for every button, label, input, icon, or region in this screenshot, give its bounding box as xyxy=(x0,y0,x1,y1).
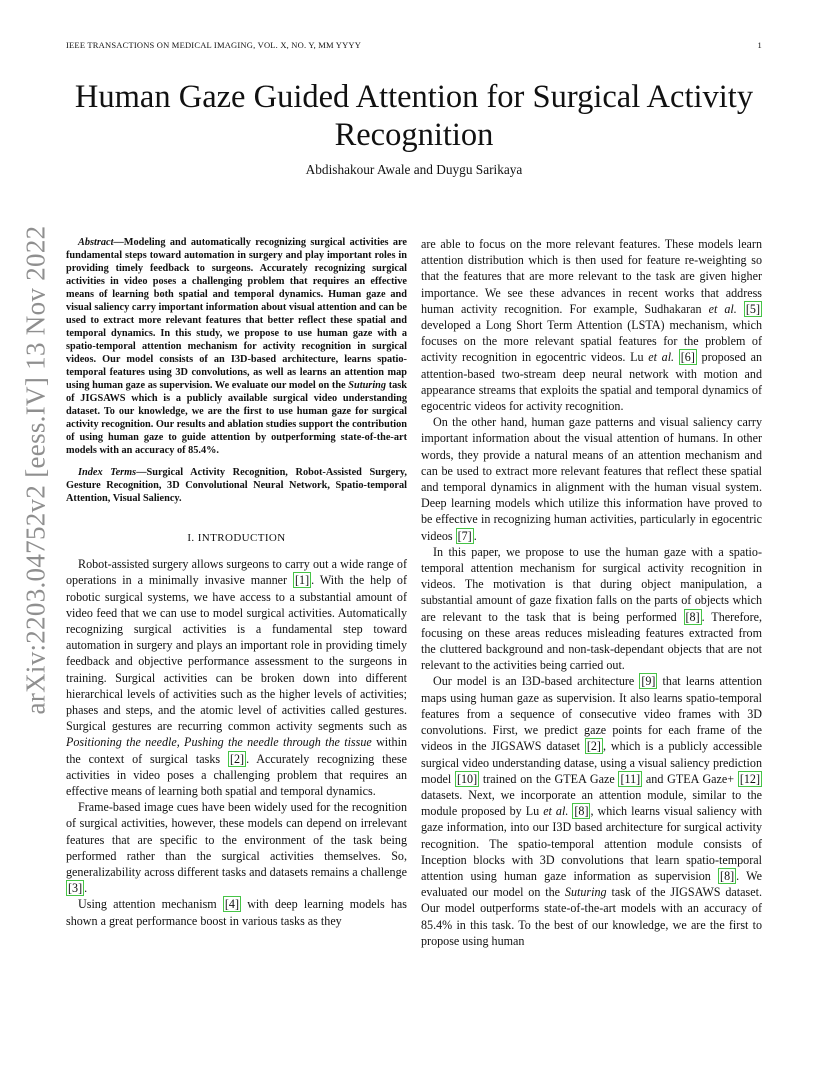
citation-link[interactable]: [5] xyxy=(745,301,760,316)
paragraph: On the other hand, human gaze patterns and visual saliency carry important information about the visual attention of humans. In other words, they provide a natural means of an attention mechanism and can be used to extract more relevant features that reflect these spatial and temporal dynamics in alignment with the human visual system. Deep learning models which utilize this information have proved to be effective in recognizing human activities, particularly in egocentric videos [7] . xyxy=(421,415,762,543)
citation-link[interactable]: [2] xyxy=(586,739,601,754)
citation-link[interactable]: [6] xyxy=(680,350,695,365)
paragraph: In this paper, we propose to use the human gaze with a spatio-temporal attention mechanism for surgical activity recognition in videos. The motivation is that during object manipulation, a substantial amount of gaze fixation falls on the parts of objects which are relevant to the task that is being performed [8] . Therefore, focusing on these areas reduces misleading features extracted from the cluttered background and non-task-dependant objects that are not relevant to the activities being carried out. xyxy=(421,544,762,673)
citation-link[interactable]: [4] xyxy=(224,897,239,912)
citation-link[interactable]: [8] xyxy=(720,868,735,883)
left-column xyxy=(66,236,407,929)
citation-link[interactable]: [3] xyxy=(68,881,83,896)
citation-link[interactable]: [11] xyxy=(620,771,641,786)
citation-link[interactable]: [10] xyxy=(456,771,478,786)
citation-link[interactable]: [9] xyxy=(641,674,656,689)
page-number: 1 xyxy=(757,40,762,50)
paper-title: Human Gaze Guided Attention for Surgical Activity Recognition xyxy=(74,79,754,153)
paragraph: Frame-based image cues have been widely used for the recognition of surgical activities, however, these models can depend on irrelevant features that are specific to the environment of the task being performed rather than the surgical activities themselves. So, generalizability across different tasks and datasets remains a challenge [3] . xyxy=(66,800,407,896)
paragraph: are able to focus on the more relevant features. These models learn attention distribution which is then used for feature re-weighting so that the features that are more relevant to the task are given higher importance. We see these advances in recent works that address human activity recognition. For example, Sudhakaran et al. [5] developed a Long Short Term Attention (LSTA) mechanism, which focuses on the more relevant spatial features for the problem of activity recognition in egocentric videos. Lu et al. [6] proposed an attention-based two-stream deep neural network with motion and appearance streams that exploits the spatial and temporal dynamics of egocentric videos for activity recognition. xyxy=(421,237,762,414)
citation-link[interactable]: [2] xyxy=(229,751,245,766)
citation-link[interactable]: [7] xyxy=(457,528,472,543)
journal-name: IEEE TRANSACTIONS ON MEDICAL IMAGING, VOL. X, NO. Y, MM YYYY xyxy=(66,40,362,50)
arxiv-sidebar xyxy=(18,0,54,1072)
abstract-label: Abstract xyxy=(78,237,114,248)
section-heading-introduction: I. INTRODUCTION xyxy=(187,532,286,544)
paragraph: Using attention mechanism [4] with deep learning models has shown a great performance boost in various tasks as they xyxy=(66,897,407,928)
citation-link[interactable]: [1] xyxy=(295,573,310,588)
paper-authors: Abdishakour Awale and Duygu Sarikaya xyxy=(305,162,523,177)
citation-link[interactable]: [8] xyxy=(574,804,589,819)
paragraph: Robot-assisted surgery allows surgeons to carry out a wide range of operations in a minimally invasive manner [1] . With the help of robotic surgical systems, we have access to a substantial amount of video feed that we can use to model surgical activities. Automatically recognizing surgical activities is a fundamental step toward automation in surgery and plays an important role in providing timely feedback and objective performance assessment to the surgeons in training. Surgical activities can be broken down into different hierarchical levels of activities such as the higher levels of activities; phases and steps, and the atomic level of activities called gestures. Surgical gestures are recurring common activity segments such as Positioning the needle, Pushing the needle through the tissue within the context of surgical tasks [2] . Accurately recognizing these activities in video poses a challenging problem that requires an effective means of learning both spatial and temporal dynamics. xyxy=(66,557,407,799)
index-terms-label: Index Terms xyxy=(78,467,137,478)
right-column xyxy=(421,236,762,949)
running-header xyxy=(66,40,762,54)
index-terms: Index Terms—Surgical Activity Recognition, Robot-Assisted Surgery, Gesture Recognition, 3D Convolutional Neural Network, Spatio-temporal Attention, Visual Saliency. xyxy=(66,467,407,504)
paragraph: Our model is an I3D-based architecture [9] that learns attention maps using human gaze as supervision. It also learns spatio-temporal features from a sequence of consecutive video frames with 3D convolutions. First, we predict gaze points for each frame of the videos in the JIGSAWS dataset [2] , which is a publicly accessible surgical video understanding datase, using a visual saliency prediction model [10] trained on the GTEA Gaze [11] and GTEA Gaze+ [12] datasets. Next, we incorporate an attention module, similar to the module proposed by Lu et al. [8] , which learns visual saliency with gaze information, into our I3D based architecture for surgical activity recognition. The spatio-temporal attention module consists of Inception blocks with 3D convolutions that learn spatio-temporal attention using human gaze information as supervision [8] . We evaluated our model on the Suturing task of the JIGSAWS dataset. Our model outperforms state-of-the-art models with an accuracy of 85.4% in this task. To the best of our knowledge, we are the first to propose using human xyxy=(421,674,762,948)
arxiv-identifier: arXiv:2203.04752v2 [eess.IV] 13 Nov 2022 xyxy=(20,225,51,715)
citation-link[interactable]: [8] xyxy=(685,609,700,624)
citation-link[interactable]: [12] xyxy=(739,771,760,786)
abstract: Abstract—Modeling and automatically recognizing surgical activities are fundamental steps toward automation in surgery and play important roles in providing timely feedback to surgeons. Accurately recognizing surgical activities in video poses a challenging problem that requires an effective means of learning both spatial and temporal dynamics. Human gaze and visual saliency carry important information about visual attention and can be used to extract more relevant features that better reflect these spatial and temporal dynamics. In this study, we propose to use human gaze with a spatio-temporal attention mechanism for activity recognition in surgical videos. Our model consists of an I3D-based architecture, learns spatio-temporal features using 3D convolutions, as well as learns an attention map using human gaze as supervision. We evaluate our model on the Suturing task of JIGSAWS which is a publicly available surgical video understanding dataset. To our knowledge, we are the first to use human gaze for surgical activity recognition. Our results and ablation studies support the contribution of using human gaze to guide attention by outperforming state-of-the-art models with an accuracy of 85.4%. xyxy=(66,237,408,456)
